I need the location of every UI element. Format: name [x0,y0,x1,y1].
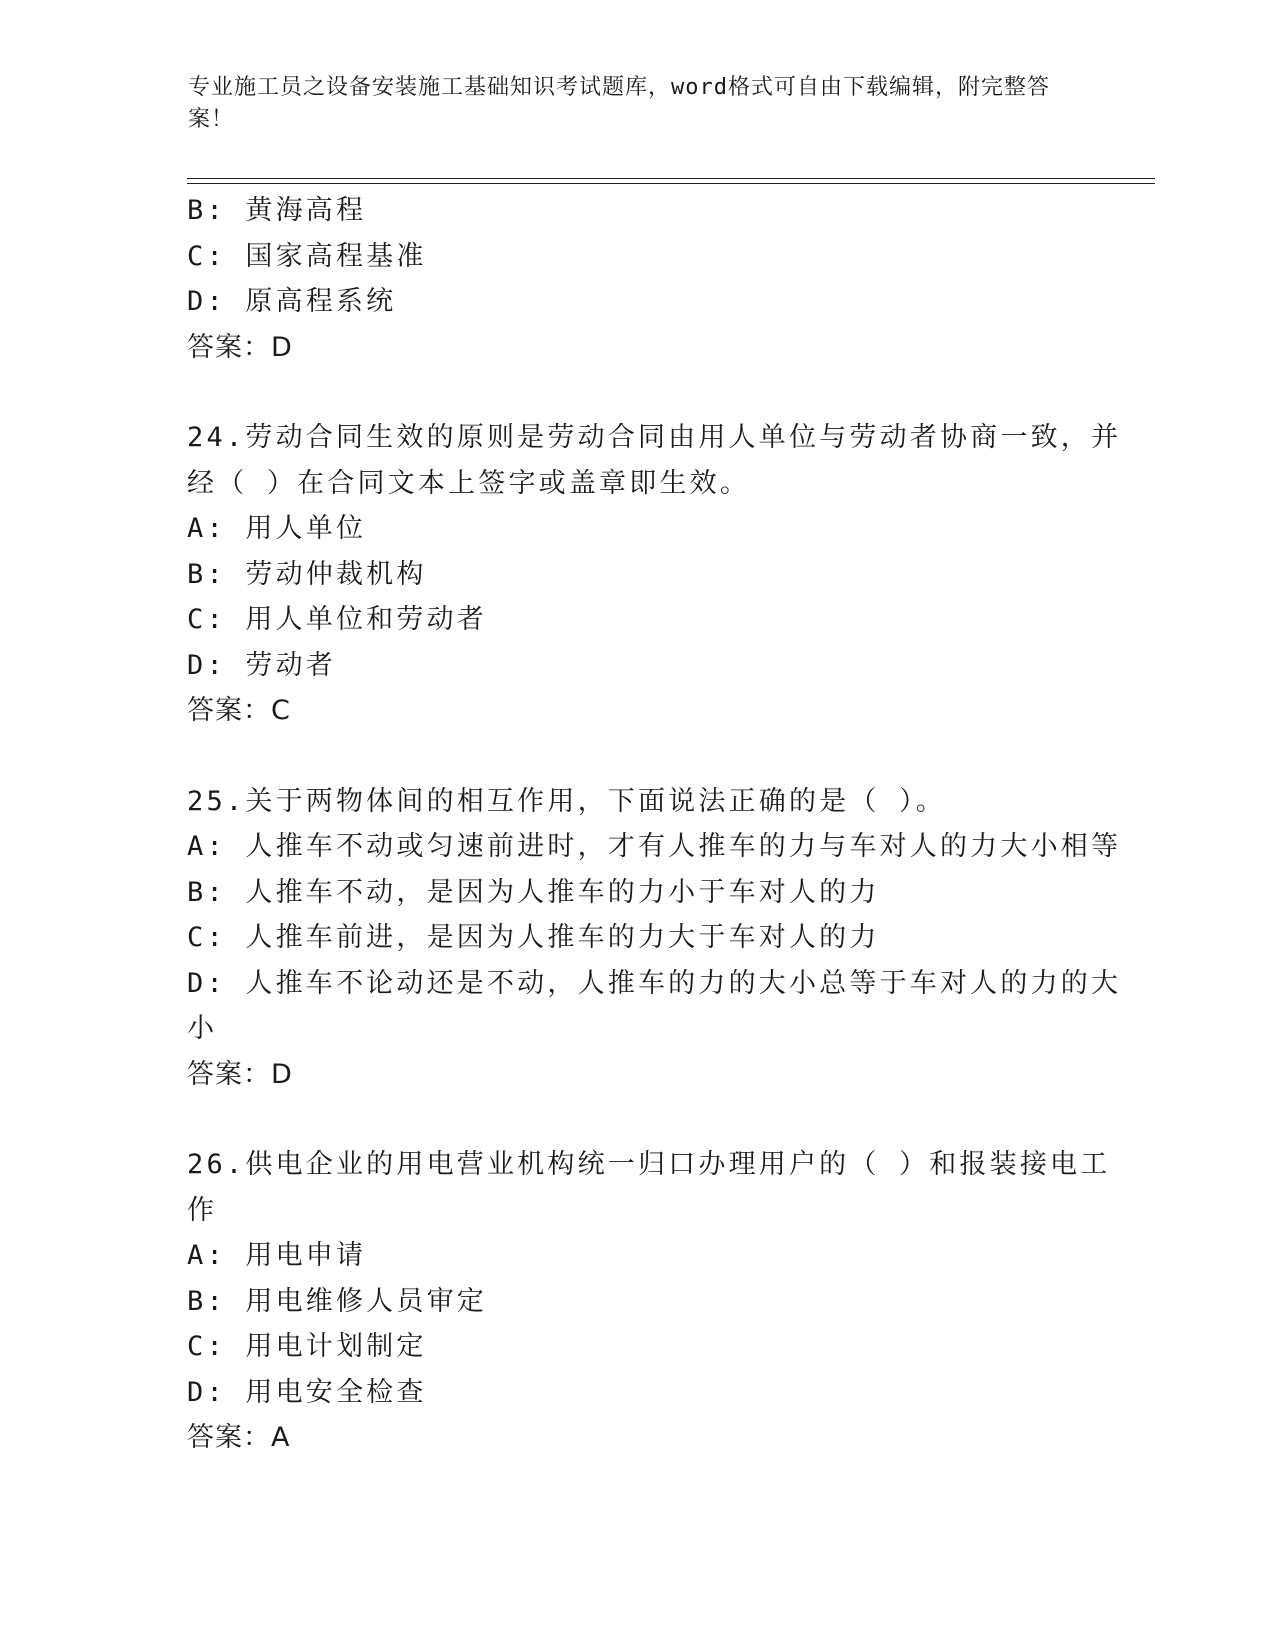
option-a: A: 用人单位 [187,513,367,544]
option-c: C: 国家高程基准 [187,240,427,272]
option-d-continued: 小 [187,1013,218,1044]
option-c: C: 用电计划制定 [187,1331,427,1362]
header-divider [187,178,1155,184]
option-c: C: 用人单位和劳动者 [187,604,487,635]
question-24 [187,415,1122,734]
option-b: B: 劳动仲裁机构 [187,558,427,590]
question-stem: 25.关于两物体间的相互作用，下面说法正确的是（ ）。 [187,785,946,817]
option-a: A: 人推车不动或匀速前进时，才有人推车的力与车对人的力大小相等 [187,831,1122,862]
question-25 [187,779,1122,1098]
question-stem-continued: 经（ ）在合同文本上签字或盖章即生效。 [187,467,751,499]
option-c: C: 人推车前进，是因为人推车的力大于车对人的力 [187,922,880,953]
option-b: B: 黄海高程 [187,195,367,226]
document-body [187,188,1122,1461]
document-header: 专业施工员之设备安装施工基础知识考试题库，word格式可自由下载编辑，附完整答案！ [188,75,1050,132]
option-a: A: 用电申请 [187,1240,367,1271]
answer: 答案：A [187,1422,291,1453]
question-26 [187,1142,1111,1461]
question-stem: 24.劳动合同生效的原则是劳动合同由用人单位与劳动者协商一致，并 [187,422,1122,453]
answer: 答案：D [187,331,293,363]
answer: 答案：C [187,695,291,726]
option-d: D: 劳动者 [187,649,336,681]
question-stem: 26.供电企业的用电营业机构统一归口办理用户的（ ）和报装接电工 [187,1149,1111,1180]
option-d: D: 用电安全检查 [187,1376,427,1408]
option-d: D: 人推车不论动还是不动，人推车的力的大小总等于车对人的力的大 [187,967,1122,999]
question-23-tail [187,188,1087,370]
option-b: B: 用电维修人员审定 [187,1285,487,1317]
answer: 答案：D [187,1058,293,1090]
question-stem-continued: 作 [187,1194,218,1226]
option-d: D: 原高程系统 [187,286,397,317]
option-b: B: 人推车不动，是因为人推车的力小于车对人的力 [187,876,880,908]
